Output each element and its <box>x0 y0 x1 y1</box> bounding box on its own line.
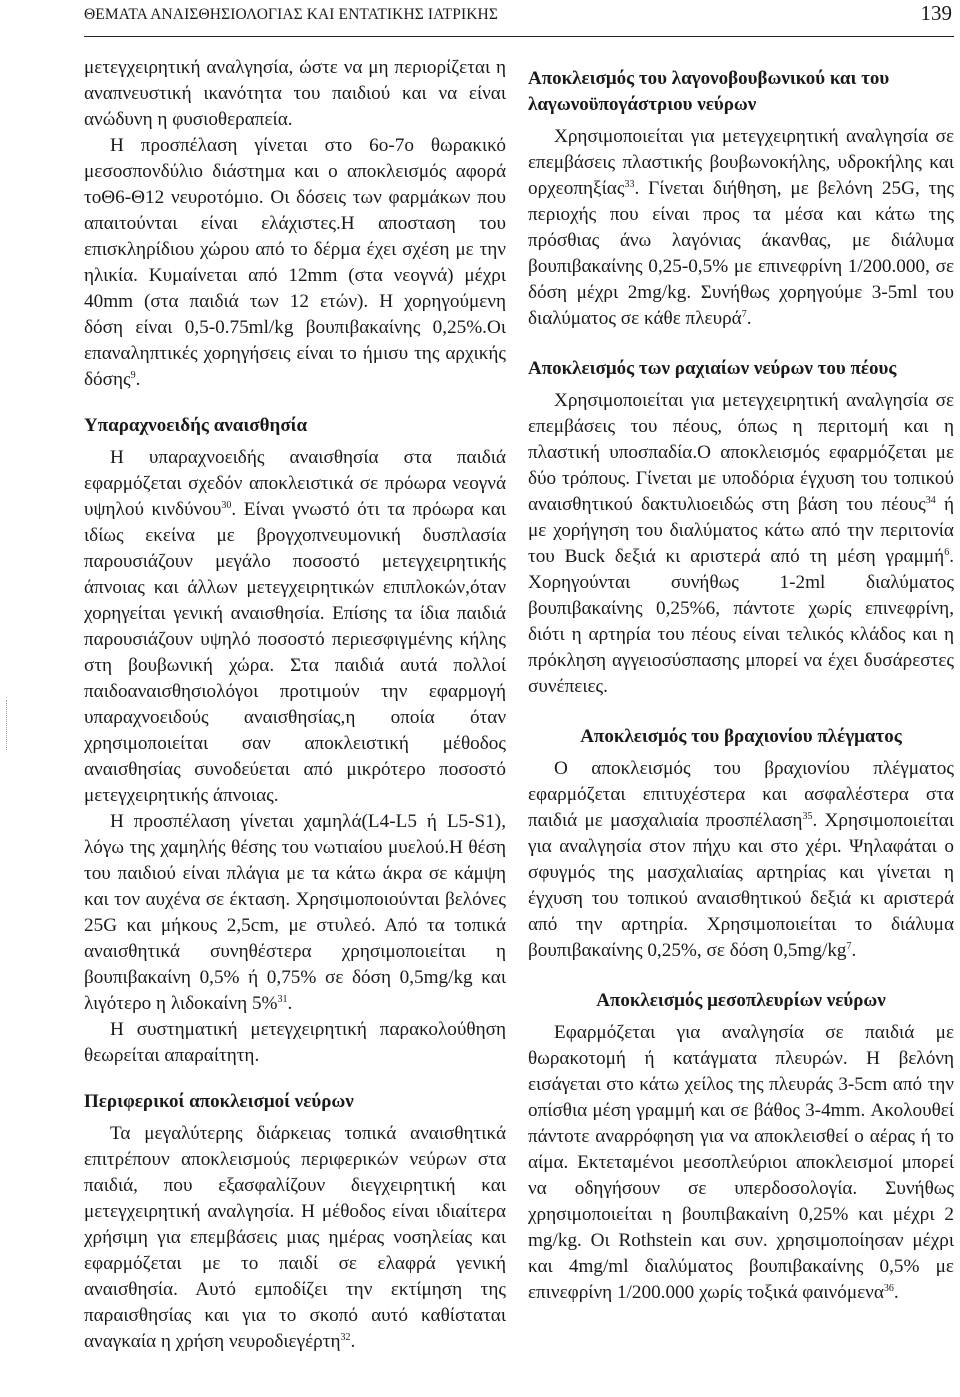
citation-ref: 31 <box>277 994 288 1005</box>
citation-ref: 35 <box>802 811 813 822</box>
citation-ref: 33 <box>624 179 635 190</box>
section-heading-intercostal: Αποκλεισμός μεσοπλευρίων νεύρων <box>596 990 886 1011</box>
paragraph-spinal-monitoring: Η συστηματική μετεγχειρητική παρακολούθηση θεωρείται απαραίτητη. <box>84 1019 506 1066</box>
section-heading-penile: Αποκλεισμός των ραχιαίων νεύρων του πέους <box>528 358 897 379</box>
paragraph-ilioinguinal: Χρησιμοποιείται για μετεγχειρητική αναλγησία σε επεμβάσεις πλαστικής βουβωνοκήλης, υδροκήλης και ορχεοπηξίας$^{33}$. Γίνεται διήθηση, με βελόνη 25G, της περιοχής που είναι προς τα μέσα και κάτω της πρόσθιας άνω λαγόνιας άκανθας, με διάλυμα βουπιβακαίνης 0,25-0,5% με επινεφρίνη 1/200.000, σε δόση μέχρι 2mg/kg. Συνήθως χορηγούμε 3-5ml του διαλύματος σε κάθε πλευρά$^7$. <box>528 126 954 329</box>
running-header <box>84 0 954 37</box>
page-number: 139 <box>920 1 952 25</box>
paragraph-spinal-technique: Η προσπέλαση γίνεται χαμηλά(L4-L5 ή L5-S1), λόγω της χαμηλής θέσης του νωτιαίου μυελού.Η θέση του παιδιού είναι πλάγια με τα κάτω άκρα σε κάμψη και τον αυχένα σε έκταση. Χρησιμοποιούνται βελόνες 25G και μήκους 2,5cm, με στυλεό. Από τα τοπικά αναισθητικά συνηθέστερα χρησιμοποιείται η βουπιβακαίνη 0,5% ή 0,75% σε δόση 0,5mg/kg και λιγότερο η λιδοκαίνη 5%$^{31}$. <box>84 811 506 1014</box>
paragraph-peripheral: Τα μεγαλύτερης διάρκειας τοπικά αναισθητικά επιτρέπουν αποκλεισμούς περιφερικών νεύρων στα παιδιά, που εξασφαλίζουν διεγχειρητική και μετεγχειρητική αναλγησία. Η μέθοδος είναι ιδιαίτερα χρήσιμη για επεμβάσεις μιας ημέρας νοσηλείας και εφαρμόζεται με το παιδί σε ελαφρά γενική αναισθησία. Αυτό εμποδίζει την εκτίμηση της παραισθησίας και για το σκοπό αυτό καθίσταται αναγκαία η χρήση νευροδιεγέρτη$^{32}$. <box>84 1123 506 1352</box>
journal-title: ΘΕΜΑΤΑ ΑΝΑΙΣΘΗΣΙΟΛΟΓΙΑΣ ΚΑΙ ΕΝΤΑΤΙΚΗΣ ΙΑΤΡΙΚΗΣ <box>84 6 498 23</box>
left-column <box>84 55 506 1355</box>
scan-margin-marks <box>6 700 9 750</box>
paragraph-spinal-intro: Η υπαραχνοειδής αναισθησία στα παιδιά εφαρμόζεται σχεδόν αποκλειστικά σε πρόωρα νεογνά υψηλού κινδύνου$^{30}$. Είναι γνωστό ότι τα πρόωρα και ιδίως εκείνα με βρογχοπνευμονική δυσπλασία παρουσιάζουν μεγάλο ποσοστό μετεγχειρητικής άπνοιας και άλλων μετεγχειρητικών επιπλοκών,όταν χορηγείται γενική αναισθησία. Επίσης τα ίδια παιδιά παρουσιάζουν υψηλό ποσοστό περιεσφιγμένης κήλης στη βουβωνική χώρα. Στα παιδιά αυτά πολλοί παιδοαναισθησιολόγοι προτιμούν την εφαρμογή υπαραχνοειδούς αναισθησίας,η οποία όταν χρησιμοποιείται σαν αποκλειστική μέθοδος αναισθησίας συνοδεύεται από μικρότερο ποσοστό μετεγχειρητικής άπνοιας. <box>84 447 506 806</box>
citation-ref: 7 <box>846 941 852 952</box>
citation-ref: 34 <box>925 495 936 506</box>
paragraph-intercostal: Εφαρμόζεται για αναλγησία σε παιδιά με θωρακοτομή ή κατάγματα πλευρών. Η βελόνη εισάγεται στο κάτω χείλος της πλευράς 3-5cm από την οπίσθια μέση γραμμή και σε βάθος 3-4mm. Ακολουθεί πάντοτε αναρρόφηση για να αποκλεισθεί ο αέρας ή το αίμα. Εκτεταμένοι μεσοπλεύριοι αποκλεισμοί μπορεί να οδηγήσουν σε υπερδοσολογία. Συνήθως χρησιμοποιείται η βουπιβακαίνη 0,25% και μέχρι 2 mg/kg. Οι Rothstein και συν. χρησιμοποίησαν μέχρι και 4mg/ml διαλύματος βουπιβακαίνης 0,5% με επινεφρίνη 1/200.000 χωρίς τοξικά φαινόμενα$^{36}$. <box>528 1022 954 1303</box>
citation-ref: 7 <box>741 309 747 320</box>
citation-ref: 9 <box>130 370 136 381</box>
citation-ref: 6 <box>944 547 950 558</box>
citation-ref: 32 <box>340 1332 351 1343</box>
paragraph-thoracic-approach: Η προσπέλαση γίνεται στο 6ο-7ο θωρακικό μεσοσπονδύλιο διάστημα και ο αποκλεισμός αφορά τοΘ6-Θ12 νευροτόμιο. Οι δόσεις των φαρμάκων που απαιτούνται είναι ελάχιστες.Η αποσταση του επισκληρίδιου χώρου από το δέρμα έχει σχέση με την ηλικία. Κυμαίνεται από 12mm (στα νεογνά) μέχρι 40mm (στα παιδιά των 12 ετών). Η χορηγούμενη δόση είναι 0,5-0.75ml/kg βουπιβακαίνης 0,25%.Οι επαναληπτικές χορηγήσεις είναι το ήμισυ της αρχικής δόσης$^9$. <box>84 135 506 390</box>
paragraph-brachial: Ο αποκλεισμός του βραχιονίου πλέγματος εφαρμόζεται επιτυχέστερα και ασφαλέστερα στα παιδιά με μασχαλιαία προσπέλαση$^{35}$. Χρησιμοποιείται για αναλγησία στον πήχυ και στο χέρι. Ψηλαφάται ο σφυγμός της μασχαλιαίας αρτηρίας και γίνεται η έγχυση του τοπικού αναισθητικού δεξιά κι αριστερά από την αρτηρία. Χρησιμοποιείται το διάλυμα βουπιβακαίνης 0,25%, σε δόση $0,5mg/kg^7$. <box>528 758 954 961</box>
paragraph-thoracic-end: μετεγχειρητική αναλγησία, ώστε να μη περιορίζεται η αναπνευστική ικανότητα του παιδιού και να είναι ανώδυνη η φυσιοθεραπεία. <box>84 57 506 130</box>
section-heading-spinal: Υπαραχνοειδής αναισθησία <box>84 415 308 436</box>
paragraph-penile: Χρησιμοποιείται για μετεγχειρητική αναλγησία σε επεμβάσεις του πέους, όπως η περιτομή και η πλαστική υποσπαδία.Ο αποκλεισμός εφαρμόζεται με δύο τρόπους. Γίνεται με υποδόρια έγχυση του τοπικού αναισθητικού δακτυλιοειδώς στη βάση του πέους$^{34}$ ή με χορήγηση του διαλύματος κάτω από την περιτονία του Buck δεξιά κι αριστερά από τη μέση γραμμή$^6$. Χορηγούνται συνήθως 1-2ml διαλύματος βουπιβακαίνης 0,25%6, πάντοτε χωρίς επινεφρίνη, διότι η αρτηρία του πέους είναι τελικός κλάδος και η πρόκληση αγγειοσύσπασης μπορεί να έχει δυσάρεστες συνέπειες. <box>528 390 954 697</box>
section-heading-ilioinguinal: Αποκλεισμός του λαγονοβουβωνικού και του λαγωνοϋπογάστριου νεύρων <box>528 68 890 115</box>
citation-ref: 30 <box>221 500 232 511</box>
citation-ref: 36 <box>883 1283 894 1294</box>
section-heading-peripheral: Περιφερικοί αποκλεισμοί νεύρων <box>84 1091 354 1112</box>
right-column <box>528 66 954 1306</box>
section-heading-brachial: Αποκλεισμός του βραχιονίου πλέγματος <box>580 726 902 747</box>
